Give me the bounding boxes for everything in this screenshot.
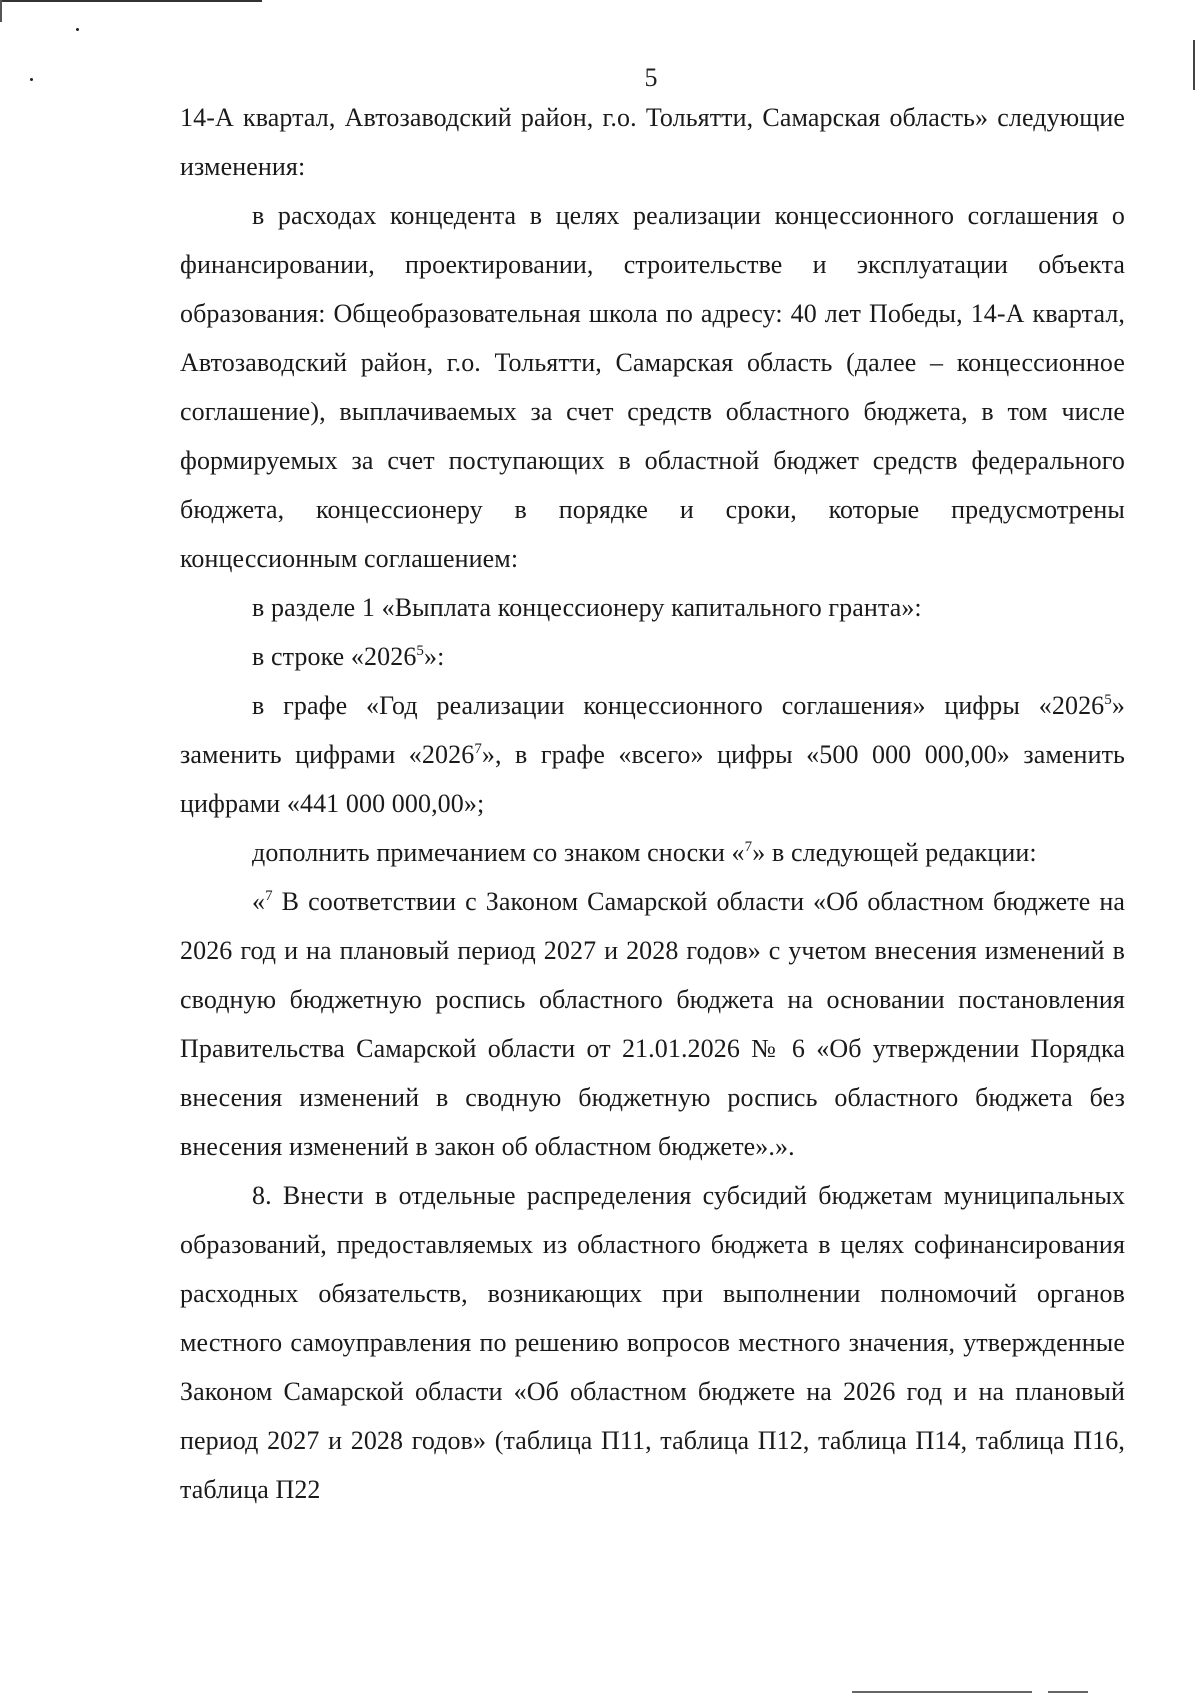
scan-border-top [0,0,262,2]
document-body [180,93,1125,1514]
scan-border-bottom [1048,1691,1088,1693]
scan-border-bottom [852,1691,1032,1693]
paragraph-item-8: 8. Внести в отдельные распределения субсидий бюджетам муниципальных образований, предоставляемых из областного бюджета в целях софинансирования расходных обязательств, возникающих при выполнении полномочий органов местного самоуправления по решению вопросов местного значения, утвержденные Законом Самарской области «Об областном бюджете на 2026 год и на плановый период 2027 и 2028 годов» (таблица П11, таблица П12, таблица П14, таблица П16, таблица П22 [180,1181,1125,1504]
paragraph-column-replace: в графе «Год реализации концессионного соглашения» цифры «2026$^5$» заменить цифрами «2026$^7$», в графе «всего» цифры «500 000 000,00» заменить цифрами «441 000 000,00»; [180,691,1125,818]
page-number: 5 [644,63,658,92]
paragraph-continuation: 14-А квартал, Автозаводский район, г.о. Тольятти, Самарская область» следующие изменения: [180,103,1125,181]
paragraph-add-note: дополнить примечанием со знаком сноски «$^7$» в следующей редакции: [252,838,1037,867]
paragraph-concession-expenses: в расходах концедента в целях реализации концессионного соглашения о финансировании, проектировании, строительстве и эксплуатации объекта образования: Общеобразовательная школа по адресу: 40 лет Победы, 14-А квартал, Автозаводский район, г.о. Тольятти, Самарская область (далее – концессионное соглашение), выплачиваемых за счет средств областного бюджета, в том числе формируемых за счет поступающих в областной бюджет средств федерального бюджета, концессионеру в порядке и сроки, которые предусмотрены концессионным соглашением: [180,201,1125,573]
paragraph-row-2026: в строке «2026$^5$»: [252,642,445,671]
paragraph-section-1: в разделе 1 «Выплата концессионеру капитального гранта»: [252,593,922,622]
scan-speck [76,28,79,31]
scan-border-left [0,0,2,22]
paragraph-footnote-text: «$^7$ В соответствии с Законом Самарской области «Об областном бюджете на 2026 год и на плановый период 2027 и 2028 годов» с учетом внесения изменений в сводную бюджетную роспись областного бюджета на основании постановления Правительства Самарской области от 21.01.2026 № 6 «Об утверждении Порядка внесения изменений в сводную бюджетную роспись областного бюджета без внесения изменений в закон об областном бюджете».». [180,887,1125,1161]
